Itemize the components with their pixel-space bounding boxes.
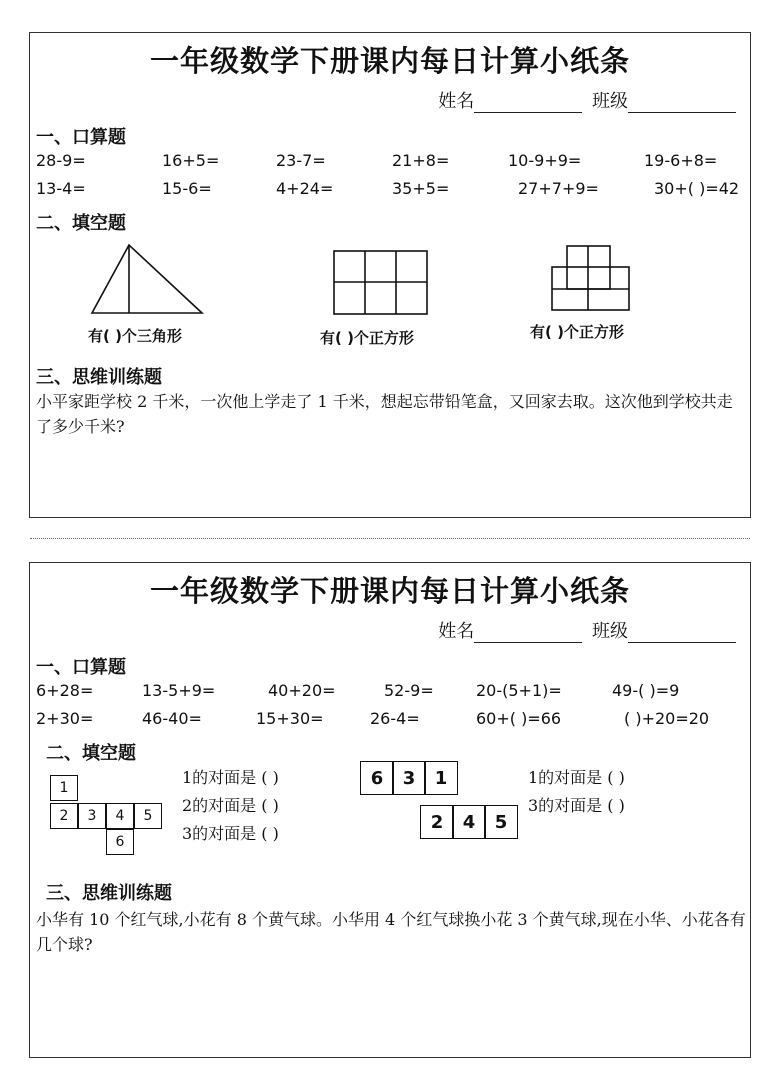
class-label: 班级 — [592, 621, 628, 642]
rectangle-grid-figure — [332, 249, 430, 317]
problem: 16+5= — [162, 151, 220, 170]
name-label: 姓名 — [438, 621, 475, 642]
word-problem: 小平家距学校 2 千米，一次他上学走了 1 千米，想起忘带铅笔盒，又回家去取。这次他到学校共走了多少千米? — [36, 392, 733, 436]
name-blank[interactable] — [474, 94, 582, 113]
opposite-face-question: 3的对面是 ( ) — [182, 824, 279, 843]
section-oral-calc: 一、口算题 — [36, 127, 126, 148]
problem: 15-6= — [162, 179, 212, 198]
problem: 52-9= — [384, 681, 434, 700]
opposite-face-question: 2的对面是 ( ) — [182, 796, 279, 815]
problem: 35+5= — [392, 179, 450, 198]
problem: 21+8= — [392, 151, 450, 170]
problem: 46-40= — [142, 709, 202, 728]
problem: 10-9+9= — [508, 151, 582, 170]
problem: 27+7+9= — [518, 179, 599, 198]
triangle-count-label: 有( )个三角形 — [88, 327, 182, 345]
worksheet-card-2 — [29, 562, 751, 1058]
problem: 49-( )=9 — [612, 681, 680, 700]
opposite-face-question: 3的对面是 ( ) — [528, 796, 625, 815]
worksheet-title: 一年级数学下册课内每日计算小纸条 — [149, 44, 630, 78]
worksheet-card-1 — [29, 32, 751, 518]
problem: 26-4= — [370, 709, 420, 728]
problem: 13-4= — [36, 179, 86, 198]
class-label: 班级 — [592, 91, 628, 112]
net-cell: 5 — [484, 805, 518, 839]
word-problem: 小华有 10 个红气球,小花有 8 个黄气球。小华用 4 个红气球换小花 3 个黄气球,现在小华、小花各有几个球? — [36, 910, 746, 954]
section-fill-blank: 二、填空题 — [46, 743, 136, 764]
section-fill-blank: 二、填空题 — [36, 213, 126, 234]
net-cell: 2 — [420, 805, 454, 839]
problem: 60+( )=66 — [476, 709, 562, 728]
opposite-face-question: 1的对面是 ( ) — [528, 768, 625, 787]
name-blank[interactable] — [474, 624, 582, 643]
net-cell: 6 — [360, 761, 394, 795]
worksheet-title: 一年级数学下册课内每日计算小纸条 — [149, 574, 630, 608]
problem: 15+30= — [256, 709, 324, 728]
net-cell: 5 — [134, 803, 162, 829]
section-oral-calc: 一、口算题 — [36, 657, 126, 678]
net-cell: 1 — [424, 761, 458, 795]
name-class-row — [438, 87, 740, 113]
problem: ( )+20=20 — [624, 709, 710, 728]
net-cell: 3 — [78, 803, 106, 829]
net-cell: 1 — [50, 775, 78, 801]
net-cell: 4 — [452, 805, 486, 839]
problem: 23-7= — [276, 151, 326, 170]
problem: 6+28= — [36, 681, 94, 700]
name-class-row — [438, 617, 740, 643]
section-thinking: 三、思维训练题 — [36, 367, 162, 388]
problem: 19-6+8= — [644, 151, 718, 170]
section-thinking: 三、思维训练题 — [46, 883, 172, 904]
cut-line — [30, 538, 750, 539]
net-cell: 2 — [50, 803, 78, 829]
overlapping-squares-figure — [550, 243, 632, 313]
problem: 28-9= — [36, 151, 86, 170]
problem: 40+20= — [268, 681, 336, 700]
problem: 20-(5+1)= — [476, 681, 562, 700]
problem: 13-5+9= — [142, 681, 216, 700]
net-cell: 3 — [392, 761, 426, 795]
class-blank[interactable] — [628, 94, 736, 113]
name-label: 姓名 — [438, 91, 475, 112]
problem: 4+24= — [276, 179, 334, 198]
square-count-label: 有( )个正方形 — [320, 329, 414, 347]
problem: 30+( )=42 — [654, 179, 740, 198]
triangle-figure — [90, 241, 206, 317]
net-cell: 6 — [106, 829, 134, 855]
problem: 2+30= — [36, 709, 94, 728]
net-cell: 4 — [106, 803, 134, 829]
class-blank[interactable] — [628, 624, 736, 643]
square-count-label: 有( )个正方形 — [530, 323, 624, 341]
opposite-face-question: 1的对面是 ( ) — [182, 768, 279, 787]
